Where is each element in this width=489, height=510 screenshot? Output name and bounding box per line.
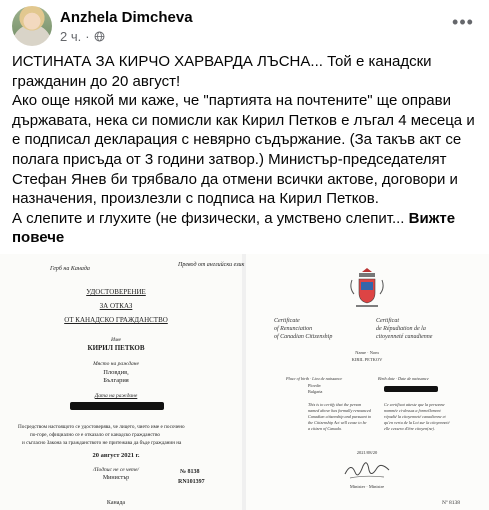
cert-birth-label: Birth date · Date de naissance xyxy=(378,376,429,381)
doc-name-value: КИРИЛ ПЕТКОВ xyxy=(87,344,145,352)
see-more-link[interactable]: Вижте повече xyxy=(12,209,456,247)
post-paragraph xyxy=(12,209,480,248)
signature-icon xyxy=(342,458,394,482)
doc-date: 20 август 2021 г. xyxy=(92,452,140,459)
post-header xyxy=(0,0,489,52)
cert-body-en-line: Canadian citizenship and pursuant to xyxy=(308,414,372,419)
avatar[interactable] xyxy=(12,6,52,46)
post-images[interactable] xyxy=(0,254,489,510)
post-paragraph-text: А слепите и глухите (не физически, а умствено слепит... xyxy=(12,209,405,227)
cert-fr-title-3: citoyenneté canadienne xyxy=(376,334,433,340)
doc-birthdate-label: Дата на раждане xyxy=(94,393,138,399)
cert-body-en-line: a citizen of Canada. xyxy=(308,426,342,431)
cert-body-en-line: the Citizenship Act will cease to be xyxy=(308,420,367,425)
cert-place-value-1: Plovdiv xyxy=(308,383,322,388)
more-options-button[interactable] xyxy=(449,8,477,36)
post-paragraph: Ако още някой ми каже, че "партията на почтените" ще оправи държавата, нека си помисли как Кирил Петков е лъгал 4 месеца и е подписал декларация с невярно съдържание. (За такъв акт се полага присъда от 3 години затвор.) Министър-председателят Стефан Янев би трябвало да отмени всички актове, договори и назначения, произлезли с подписа на Кирил Петков. xyxy=(12,92,475,208)
cert-body-fr-line: Ce certificat atteste que la personne xyxy=(384,402,445,407)
cert-fr-title-1: Certificat xyxy=(376,318,399,324)
cert-fr-title-2: de Répudiation de la xyxy=(376,326,426,332)
cert-name-value: KIRIL PETKOV xyxy=(351,357,383,362)
cert-body-fr-line: elle cessera d'être citoyen(ne). xyxy=(384,426,435,431)
cert-date: 2021/08/20 xyxy=(356,450,378,455)
doc-birthplace-value-2: България xyxy=(103,377,129,384)
doc-name-label: Име xyxy=(111,337,121,343)
doc-title-1: УДОСТОВЕРЕНИЕ xyxy=(86,288,146,296)
doc-number-1: № 8138 xyxy=(180,469,200,475)
doc-bottom-label: Канада xyxy=(106,500,126,506)
cert-en-title-3: of Canadian Citizenship xyxy=(274,334,333,340)
author-name[interactable]: Anzhela Dimcheva xyxy=(60,9,193,26)
doc-body-line: и съгласно Закона за гражданството не притежава да бъде гражданин на xyxy=(22,440,182,446)
globe-icon xyxy=(94,31,105,42)
cert-en-title-1: Certificate xyxy=(274,318,300,324)
doc-body-line: Посредством настоящото се удостоверява, че лицето, чието име е посочено xyxy=(18,424,185,430)
doc-title-3: ОТ КАНАДСКО ГРАЖДАНСТВО xyxy=(64,316,168,324)
more-horizontal-icon: ••• xyxy=(452,11,474,32)
cert-body-fr-line: qu'en vertu de la Loi sur la citoyenneté xyxy=(384,420,450,425)
cert-minister-label: Minister · Ministre xyxy=(349,484,385,489)
cert-body-en-line: This is to certify that the person xyxy=(308,402,362,407)
coat-of-arms-icon xyxy=(348,266,386,310)
redaction-bar xyxy=(384,386,438,392)
cert-en-title-2: of Renunciation xyxy=(274,326,313,332)
doc-birthplace-label: Място на раждане xyxy=(93,361,139,367)
post-timestamp[interactable]: 2 ч. xyxy=(60,29,82,44)
doc-coat-of-arms-label: Герб на Канада xyxy=(50,266,90,272)
doc-signature-label: /Подпис не се чете/ xyxy=(93,467,139,473)
cert-number: Nº 8138 xyxy=(442,500,461,506)
cert-body-fr-line: nommée ci-dessus a formellement xyxy=(384,408,441,413)
post-meta: 2 ч. · xyxy=(60,29,105,44)
doc-number-2: RN101397 xyxy=(178,479,205,485)
certificate-original-image[interactable] xyxy=(246,254,489,510)
redaction-bar xyxy=(70,402,164,410)
cert-body-fr-line: répudié la citoyenneté canadienne et xyxy=(384,414,446,419)
post-paragraph: ИСТИНАТА ЗА КИРЧО ХАРВАРДА ЛЪСНА... Той е канадски гражданин до 20 август! xyxy=(12,53,432,90)
post-text xyxy=(12,52,480,248)
certificate-translation-image[interactable] xyxy=(0,254,245,510)
doc-birthplace-value-1: Пловдив, xyxy=(103,369,129,376)
doc-body-line: по-горе, официално се е отказало от канадско гражданство xyxy=(30,432,160,438)
cert-body-en-line: named above has formally renounced xyxy=(308,408,371,413)
cert-place-label: Place of birth · Lieu de naissance xyxy=(286,376,343,381)
doc-title-2: ЗА ОТКАЗ xyxy=(99,302,133,310)
cert-name-label: Name · Nom xyxy=(355,350,379,355)
doc-signatory: Министър xyxy=(102,475,130,481)
doc-translation-note: Превод от английски език xyxy=(178,262,245,268)
cert-place-value-2: Bulgaria xyxy=(308,389,323,394)
